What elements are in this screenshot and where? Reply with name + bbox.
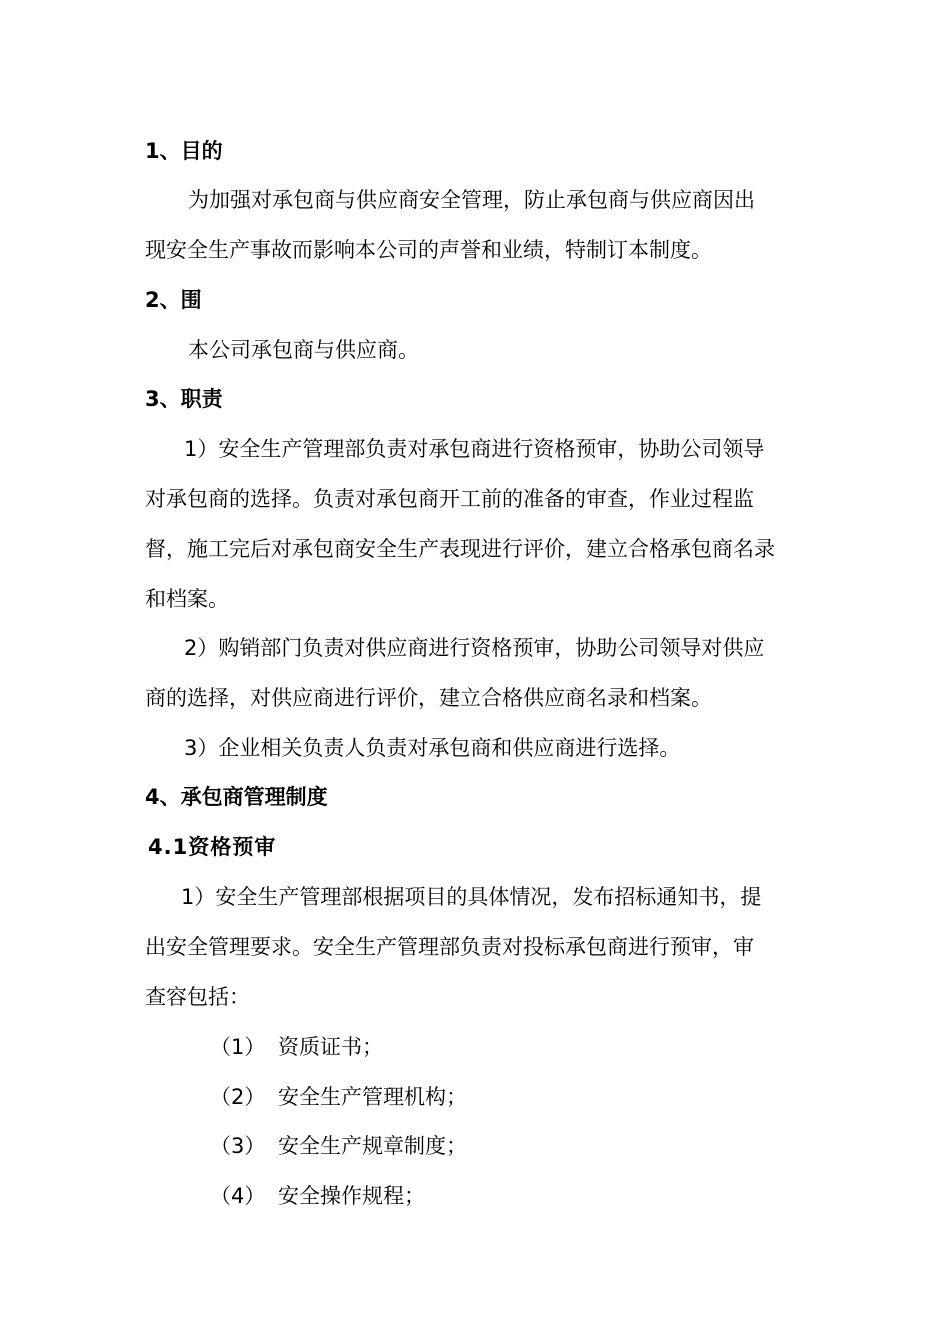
- section-4-1-heading: 4.1资格预审: [148, 835, 277, 859]
- list-item-number: （3）: [210, 1134, 266, 1158]
- section-3-p1-line-4: 和档案。: [145, 587, 229, 611]
- list-item-text: 资质证书；: [278, 1035, 383, 1059]
- section-3-p1-line-3: 督，施工完后对承包商安全生产表现进行评价，建立合格承包商名录: [145, 537, 775, 561]
- section-2-line-1: 本公司承包商与供应商。: [188, 338, 419, 362]
- list-item-text: 安全操作规程；: [278, 1184, 425, 1208]
- section-3-p1-line-1: 1）安全生产管理部负责对承包商进行资格预审，协助公司领导: [184, 437, 765, 461]
- section-1-line-1: 为加强对承包商与供应商安全管理，防止承包商与供应商因出: [188, 188, 755, 212]
- list-item-number: （4）: [210, 1184, 266, 1208]
- section-4-1-p1-line-2: 出安全管理要求。安全生产管理部负责对投标承包商进行预审，审: [145, 935, 754, 959]
- section-4-heading: 4、承包商管理制度: [145, 785, 328, 809]
- section-1-heading: 1、目的: [145, 139, 223, 163]
- list-item-number: （1）: [210, 1035, 266, 1059]
- list-item-text: 安全生产规章制度；: [278, 1134, 467, 1158]
- section-3-p2-line-1: 2）购销部门负责对供应商进行资格预审，协助公司领导对供应: [184, 636, 765, 660]
- section-3-p3-line-1: 3）企业相关负责人负责对承包商和供应商进行选择。: [184, 736, 681, 760]
- section-4-1-p1-line-1: 1）安全生产管理部根据项目的具体情况，发布招标通知书，提: [181, 885, 762, 909]
- section-2-heading: 2、围: [145, 288, 202, 312]
- section-3-p1-line-2: 对承包商的选择。负责对承包商开工前的准备的审查，作业过程监: [145, 487, 754, 511]
- section-3-heading: 3、职责: [145, 387, 223, 411]
- list-item-number: （2）: [210, 1085, 266, 1109]
- section-4-1-p1-line-3: 查容包括：: [145, 985, 250, 1009]
- section-3-p2-line-2: 商的选择，对供应商进行评价，建立合格供应商名录和档案。: [145, 686, 712, 710]
- list-item-text: 安全生产管理机构；: [278, 1085, 467, 1109]
- section-1-line-2: 现安全生产事故而影响本公司的声誉和业绩，特制订本制度。: [145, 238, 712, 262]
